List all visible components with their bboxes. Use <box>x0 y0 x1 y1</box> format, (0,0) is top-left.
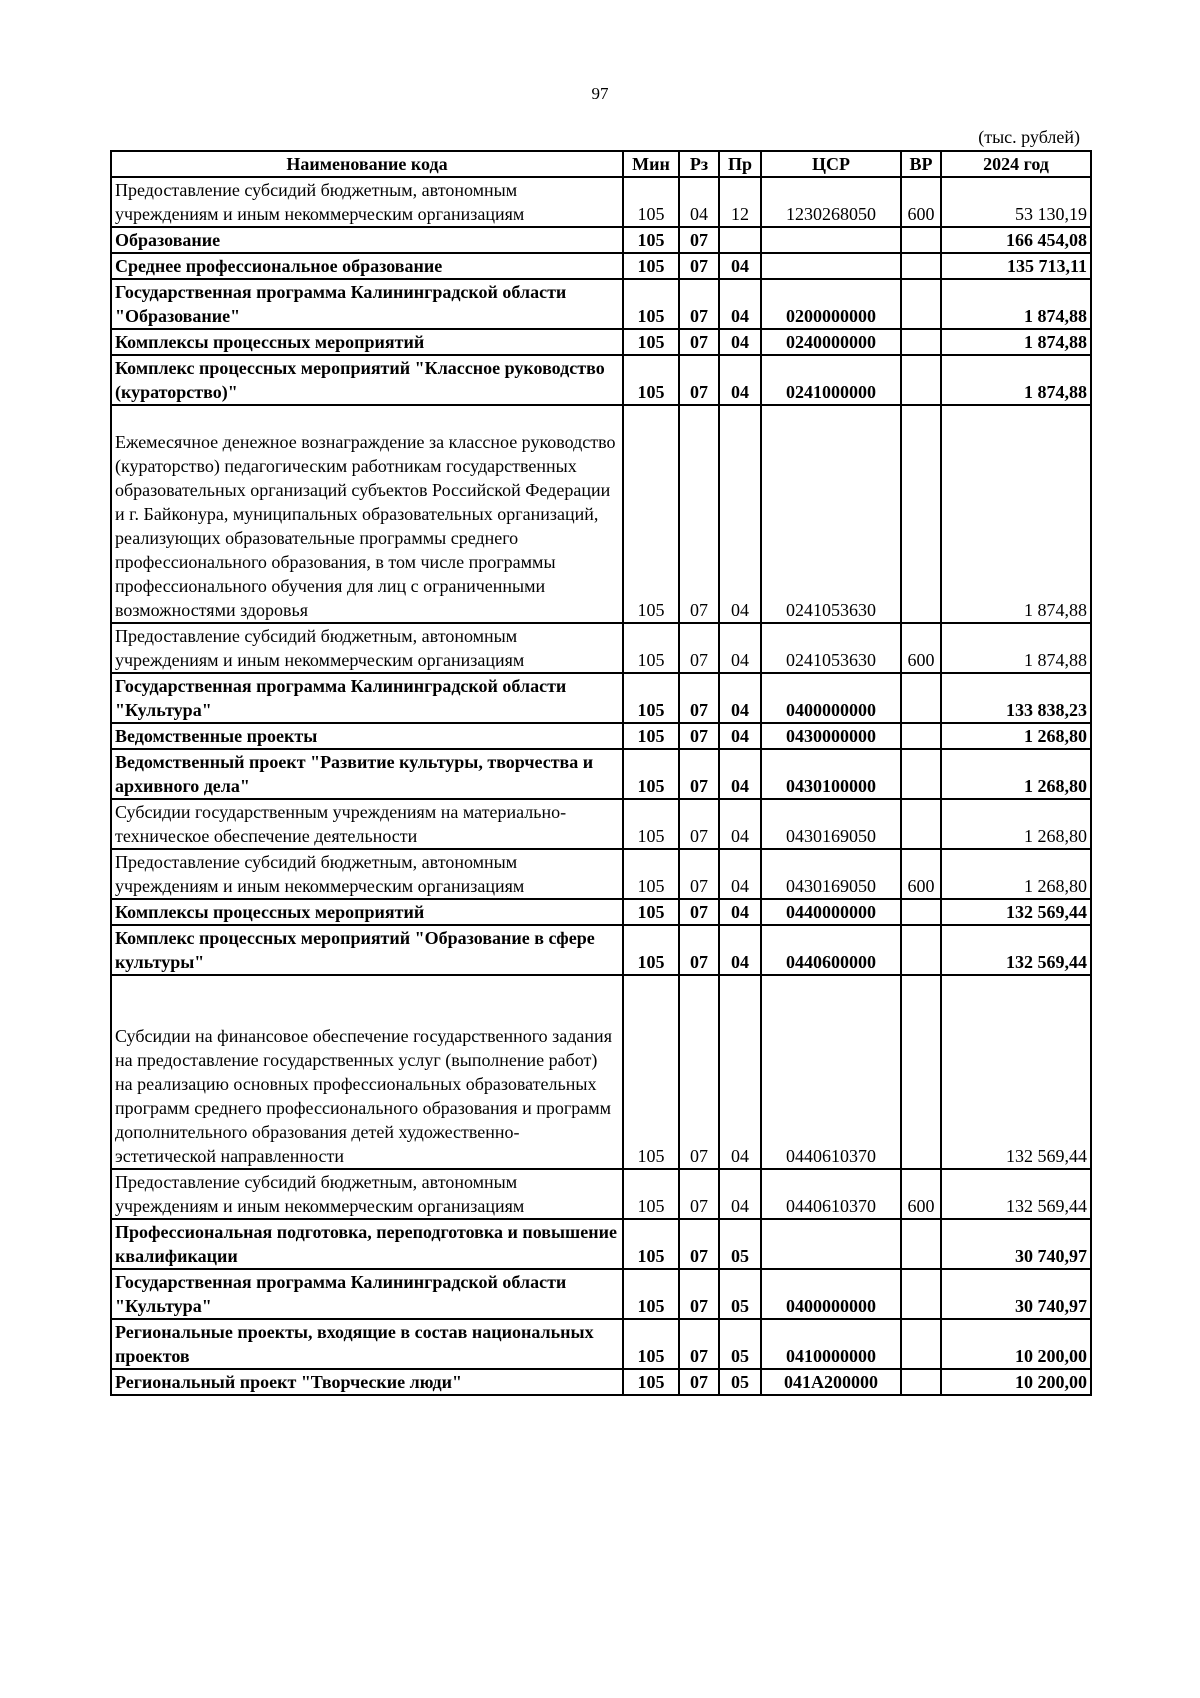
row-csr-cell: 0410000000 <box>761 1319 901 1369</box>
row-sum-cell: 1 874,88 <box>941 623 1091 673</box>
row-rz-cell: 07 <box>679 723 719 749</box>
row-rz-cell: 04 <box>679 177 719 227</box>
row-csr-cell: 1230268050 <box>761 177 901 227</box>
row-sum-cell: 1 268,80 <box>941 749 1091 799</box>
table-row <box>111 673 1091 723</box>
row-csr-cell: 0440000000 <box>761 899 901 925</box>
row-min-cell: 105 <box>623 177 679 227</box>
row-pr-cell: 04 <box>719 723 761 749</box>
table-header-row <box>111 151 1091 177</box>
table-row <box>111 1219 1091 1269</box>
row-vr-cell <box>901 227 941 253</box>
row-sum-cell: 10 200,00 <box>941 1319 1091 1369</box>
row-pr-cell: 04 <box>719 849 761 899</box>
row-sum-cell: 1 874,88 <box>941 279 1091 329</box>
row-csr-cell: 0430100000 <box>761 749 901 799</box>
table-row <box>111 1369 1091 1395</box>
row-sum-cell: 132 569,44 <box>941 975 1091 1169</box>
col-header-vr: ВР <box>901 151 941 177</box>
row-csr-cell: 0241053630 <box>761 405 901 623</box>
row-rz-cell: 07 <box>679 623 719 673</box>
row-pr-cell: 04 <box>719 673 761 723</box>
row-rz-cell: 07 <box>679 355 719 405</box>
row-name-cell: Образование <box>111 227 623 253</box>
row-name-cell: Среднее профессиональное образование <box>111 253 623 279</box>
row-pr-cell: 04 <box>719 253 761 279</box>
row-min-cell: 105 <box>623 849 679 899</box>
row-vr-cell <box>901 799 941 849</box>
table-row <box>111 227 1091 253</box>
row-rz-cell: 07 <box>679 925 719 975</box>
row-csr-cell: 041А200000 <box>761 1369 901 1395</box>
row-vr-cell: 600 <box>901 849 941 899</box>
row-rz-cell: 07 <box>679 329 719 355</box>
col-header-csr: ЦСР <box>761 151 901 177</box>
row-pr-cell: 04 <box>719 975 761 1169</box>
row-name-cell: Региональные проекты, входящие в состав национальных проектов <box>111 1319 623 1369</box>
table-body <box>111 177 1091 1395</box>
row-min-cell: 105 <box>623 279 679 329</box>
row-csr-cell: 0430169050 <box>761 849 901 899</box>
row-name-cell: Государственная программа Калининградской области "Образование" <box>111 279 623 329</box>
row-rz-cell: 07 <box>679 1269 719 1319</box>
row-csr-cell: 0240000000 <box>761 329 901 355</box>
row-pr-cell: 12 <box>719 177 761 227</box>
row-rz-cell: 07 <box>679 849 719 899</box>
row-vr-cell: 600 <box>901 623 941 673</box>
col-header-min: Мин <box>623 151 679 177</box>
row-vr-cell <box>901 1269 941 1319</box>
table-row <box>111 623 1091 673</box>
row-name-cell: Субсидии государственным учреждениям на материально-техническое обеспечение деятельности <box>111 799 623 849</box>
row-vr-cell <box>901 749 941 799</box>
row-vr-cell <box>901 1369 941 1395</box>
row-sum-cell: 10 200,00 <box>941 1369 1091 1395</box>
row-csr-cell: 0440610370 <box>761 1169 901 1219</box>
col-header-rz: Рз <box>679 151 719 177</box>
row-sum-cell: 1 874,88 <box>941 329 1091 355</box>
row-min-cell: 105 <box>623 329 679 355</box>
row-pr-cell: 04 <box>719 749 761 799</box>
row-sum-cell: 132 569,44 <box>941 899 1091 925</box>
table-row <box>111 355 1091 405</box>
row-sum-cell: 135 713,11 <box>941 253 1091 279</box>
row-csr-cell <box>761 253 901 279</box>
row-name-cell: Государственная программа Калининградской области "Культура" <box>111 673 623 723</box>
row-pr-cell: 04 <box>719 623 761 673</box>
row-vr-cell <box>901 405 941 623</box>
table-row <box>111 899 1091 925</box>
row-csr-cell: 0440610370 <box>761 975 901 1169</box>
row-pr-cell <box>719 227 761 253</box>
row-min-cell: 105 <box>623 1169 679 1219</box>
row-sum-cell: 53 130,19 <box>941 177 1091 227</box>
row-name-cell: Субсидии на финансовое обеспечение государственного задания на предоставление государственных услуг (выполнение работ) на реализацию основных профессиональных образовательных программ среднего профессионального образования и программ дополнительного образования детей художественно-эстетической направленности <box>111 975 623 1169</box>
row-min-cell: 105 <box>623 1369 679 1395</box>
row-pr-cell: 04 <box>719 925 761 975</box>
row-min-cell: 105 <box>623 623 679 673</box>
row-min-cell: 105 <box>623 253 679 279</box>
row-name-cell: Комплекс процессных мероприятий "Классное руководство (кураторство)" <box>111 355 623 405</box>
table-row <box>111 925 1091 975</box>
row-name-cell: Предоставление субсидий бюджетным, автономным учреждениям и иным некоммерческим организациям <box>111 849 623 899</box>
row-rz-cell: 07 <box>679 279 719 329</box>
row-sum-cell: 30 740,97 <box>941 1219 1091 1269</box>
row-rz-cell: 07 <box>679 899 719 925</box>
row-pr-cell: 05 <box>719 1319 761 1369</box>
row-csr-cell: 0200000000 <box>761 279 901 329</box>
row-csr-cell <box>761 227 901 253</box>
col-header-year: 2024 год <box>941 151 1091 177</box>
row-min-cell: 105 <box>623 749 679 799</box>
row-csr-cell: 0400000000 <box>761 673 901 723</box>
row-vr-cell <box>901 673 941 723</box>
col-header-pr: Пр <box>719 151 761 177</box>
row-sum-cell: 1 268,80 <box>941 723 1091 749</box>
row-rz-cell: 07 <box>679 1169 719 1219</box>
row-csr-cell: 0430169050 <box>761 799 901 849</box>
table-row <box>111 177 1091 227</box>
row-sum-cell: 30 740,97 <box>941 1269 1091 1319</box>
row-name-cell: Государственная программа Калининградской области "Культура" <box>111 1269 623 1319</box>
table-row <box>111 1269 1091 1319</box>
row-min-cell: 105 <box>623 899 679 925</box>
row-min-cell: 105 <box>623 723 679 749</box>
row-vr-cell <box>901 279 941 329</box>
row-name-cell: Ежемесячное денежное вознаграждение за классное руководство (кураторство) педагогическим работникам государственных образовательных организаций субъектов Российской Федерации и г. Байконура, муниципальных образовательных организаций, реализующих образовательные программы среднего профессионального образования, в том числе программы профессионального обучения для лиц с ограниченными возможностями здоровья <box>111 405 623 623</box>
row-vr-cell <box>901 1219 941 1269</box>
row-vr-cell <box>901 1319 941 1369</box>
table-row <box>111 279 1091 329</box>
row-pr-cell: 04 <box>719 1169 761 1219</box>
row-rz-cell: 07 <box>679 749 719 799</box>
table-row <box>111 975 1091 1169</box>
row-sum-cell: 1 268,80 <box>941 799 1091 849</box>
table-row <box>111 1169 1091 1219</box>
row-sum-cell: 132 569,44 <box>941 925 1091 975</box>
row-sum-cell: 1 874,88 <box>941 355 1091 405</box>
row-pr-cell: 05 <box>719 1369 761 1395</box>
row-name-cell: Предоставление субсидий бюджетным, автономным учреждениям и иным некоммерческим организациям <box>111 623 623 673</box>
row-rz-cell: 07 <box>679 1219 719 1269</box>
row-min-cell: 105 <box>623 673 679 723</box>
page-number: 97 <box>591 84 609 103</box>
row-sum-cell: 133 838,23 <box>941 673 1091 723</box>
table-row <box>111 849 1091 899</box>
row-csr-cell <box>761 1219 901 1269</box>
row-min-cell: 105 <box>623 799 679 849</box>
row-name-cell: Ведомственный проект "Развитие культуры, творчества и архивного дела" <box>111 749 623 799</box>
table-row <box>111 405 1091 623</box>
row-min-cell: 105 <box>623 227 679 253</box>
row-name-cell: Региональный проект "Творческие люди" <box>111 1369 623 1395</box>
row-min-cell: 105 <box>623 355 679 405</box>
row-pr-cell: 04 <box>719 799 761 849</box>
row-rz-cell: 07 <box>679 799 719 849</box>
row-rz-cell: 07 <box>679 673 719 723</box>
table-row <box>111 329 1091 355</box>
row-sum-cell: 166 454,08 <box>941 227 1091 253</box>
row-pr-cell: 04 <box>719 355 761 405</box>
row-csr-cell: 0430000000 <box>761 723 901 749</box>
row-rz-cell: 07 <box>679 253 719 279</box>
row-rz-cell: 07 <box>679 405 719 623</box>
row-csr-cell: 0440600000 <box>761 925 901 975</box>
row-name-cell: Предоставление субсидий бюджетным, автономным учреждениям и иным некоммерческим организациям <box>111 177 623 227</box>
row-csr-cell: 0400000000 <box>761 1269 901 1319</box>
row-vr-cell <box>901 899 941 925</box>
row-name-cell: Комплексы процессных мероприятий <box>111 899 623 925</box>
row-name-cell: Профессиональная подготовка, переподготовка и повышение квалификации <box>111 1219 623 1269</box>
unit-label: (тыс. рублей) <box>978 127 1080 147</box>
row-min-cell: 105 <box>623 1219 679 1269</box>
row-pr-cell: 04 <box>719 329 761 355</box>
budget-table <box>110 150 1092 1396</box>
table-row <box>111 749 1091 799</box>
table-row <box>111 799 1091 849</box>
row-vr-cell <box>901 925 941 975</box>
row-name-cell: Комплекс процессных мероприятий "Образование в сфере культуры" <box>111 925 623 975</box>
row-pr-cell: 05 <box>719 1219 761 1269</box>
row-pr-cell: 04 <box>719 279 761 329</box>
row-name-cell: Предоставление субсидий бюджетным, автономным учреждениям и иным некоммерческим организациям <box>111 1169 623 1219</box>
row-pr-cell: 05 <box>719 1269 761 1319</box>
row-sum-cell: 1 268,80 <box>941 849 1091 899</box>
row-sum-cell: 1 874,88 <box>941 405 1091 623</box>
row-vr-cell: 600 <box>901 1169 941 1219</box>
row-vr-cell <box>901 723 941 749</box>
row-vr-cell <box>901 253 941 279</box>
row-min-cell: 105 <box>623 1269 679 1319</box>
table-row <box>111 1319 1091 1369</box>
col-header-name: Наименование кода <box>111 151 623 177</box>
row-vr-cell <box>901 975 941 1169</box>
row-min-cell: 105 <box>623 405 679 623</box>
table-row <box>111 723 1091 749</box>
row-vr-cell <box>901 355 941 405</box>
row-rz-cell: 07 <box>679 975 719 1169</box>
table-row <box>111 253 1091 279</box>
row-min-cell: 105 <box>623 925 679 975</box>
row-rz-cell: 07 <box>679 1369 719 1395</box>
row-name-cell: Комплексы процессных мероприятий <box>111 329 623 355</box>
row-csr-cell: 0241053630 <box>761 623 901 673</box>
row-csr-cell: 0241000000 <box>761 355 901 405</box>
row-rz-cell: 07 <box>679 227 719 253</box>
row-min-cell: 105 <box>623 1319 679 1369</box>
row-vr-cell: 600 <box>901 177 941 227</box>
row-name-cell: Ведомственные проекты <box>111 723 623 749</box>
row-rz-cell: 07 <box>679 1319 719 1369</box>
row-pr-cell: 04 <box>719 899 761 925</box>
row-vr-cell <box>901 329 941 355</box>
row-sum-cell: 132 569,44 <box>941 1169 1091 1219</box>
row-pr-cell: 04 <box>719 405 761 623</box>
row-min-cell: 105 <box>623 975 679 1169</box>
